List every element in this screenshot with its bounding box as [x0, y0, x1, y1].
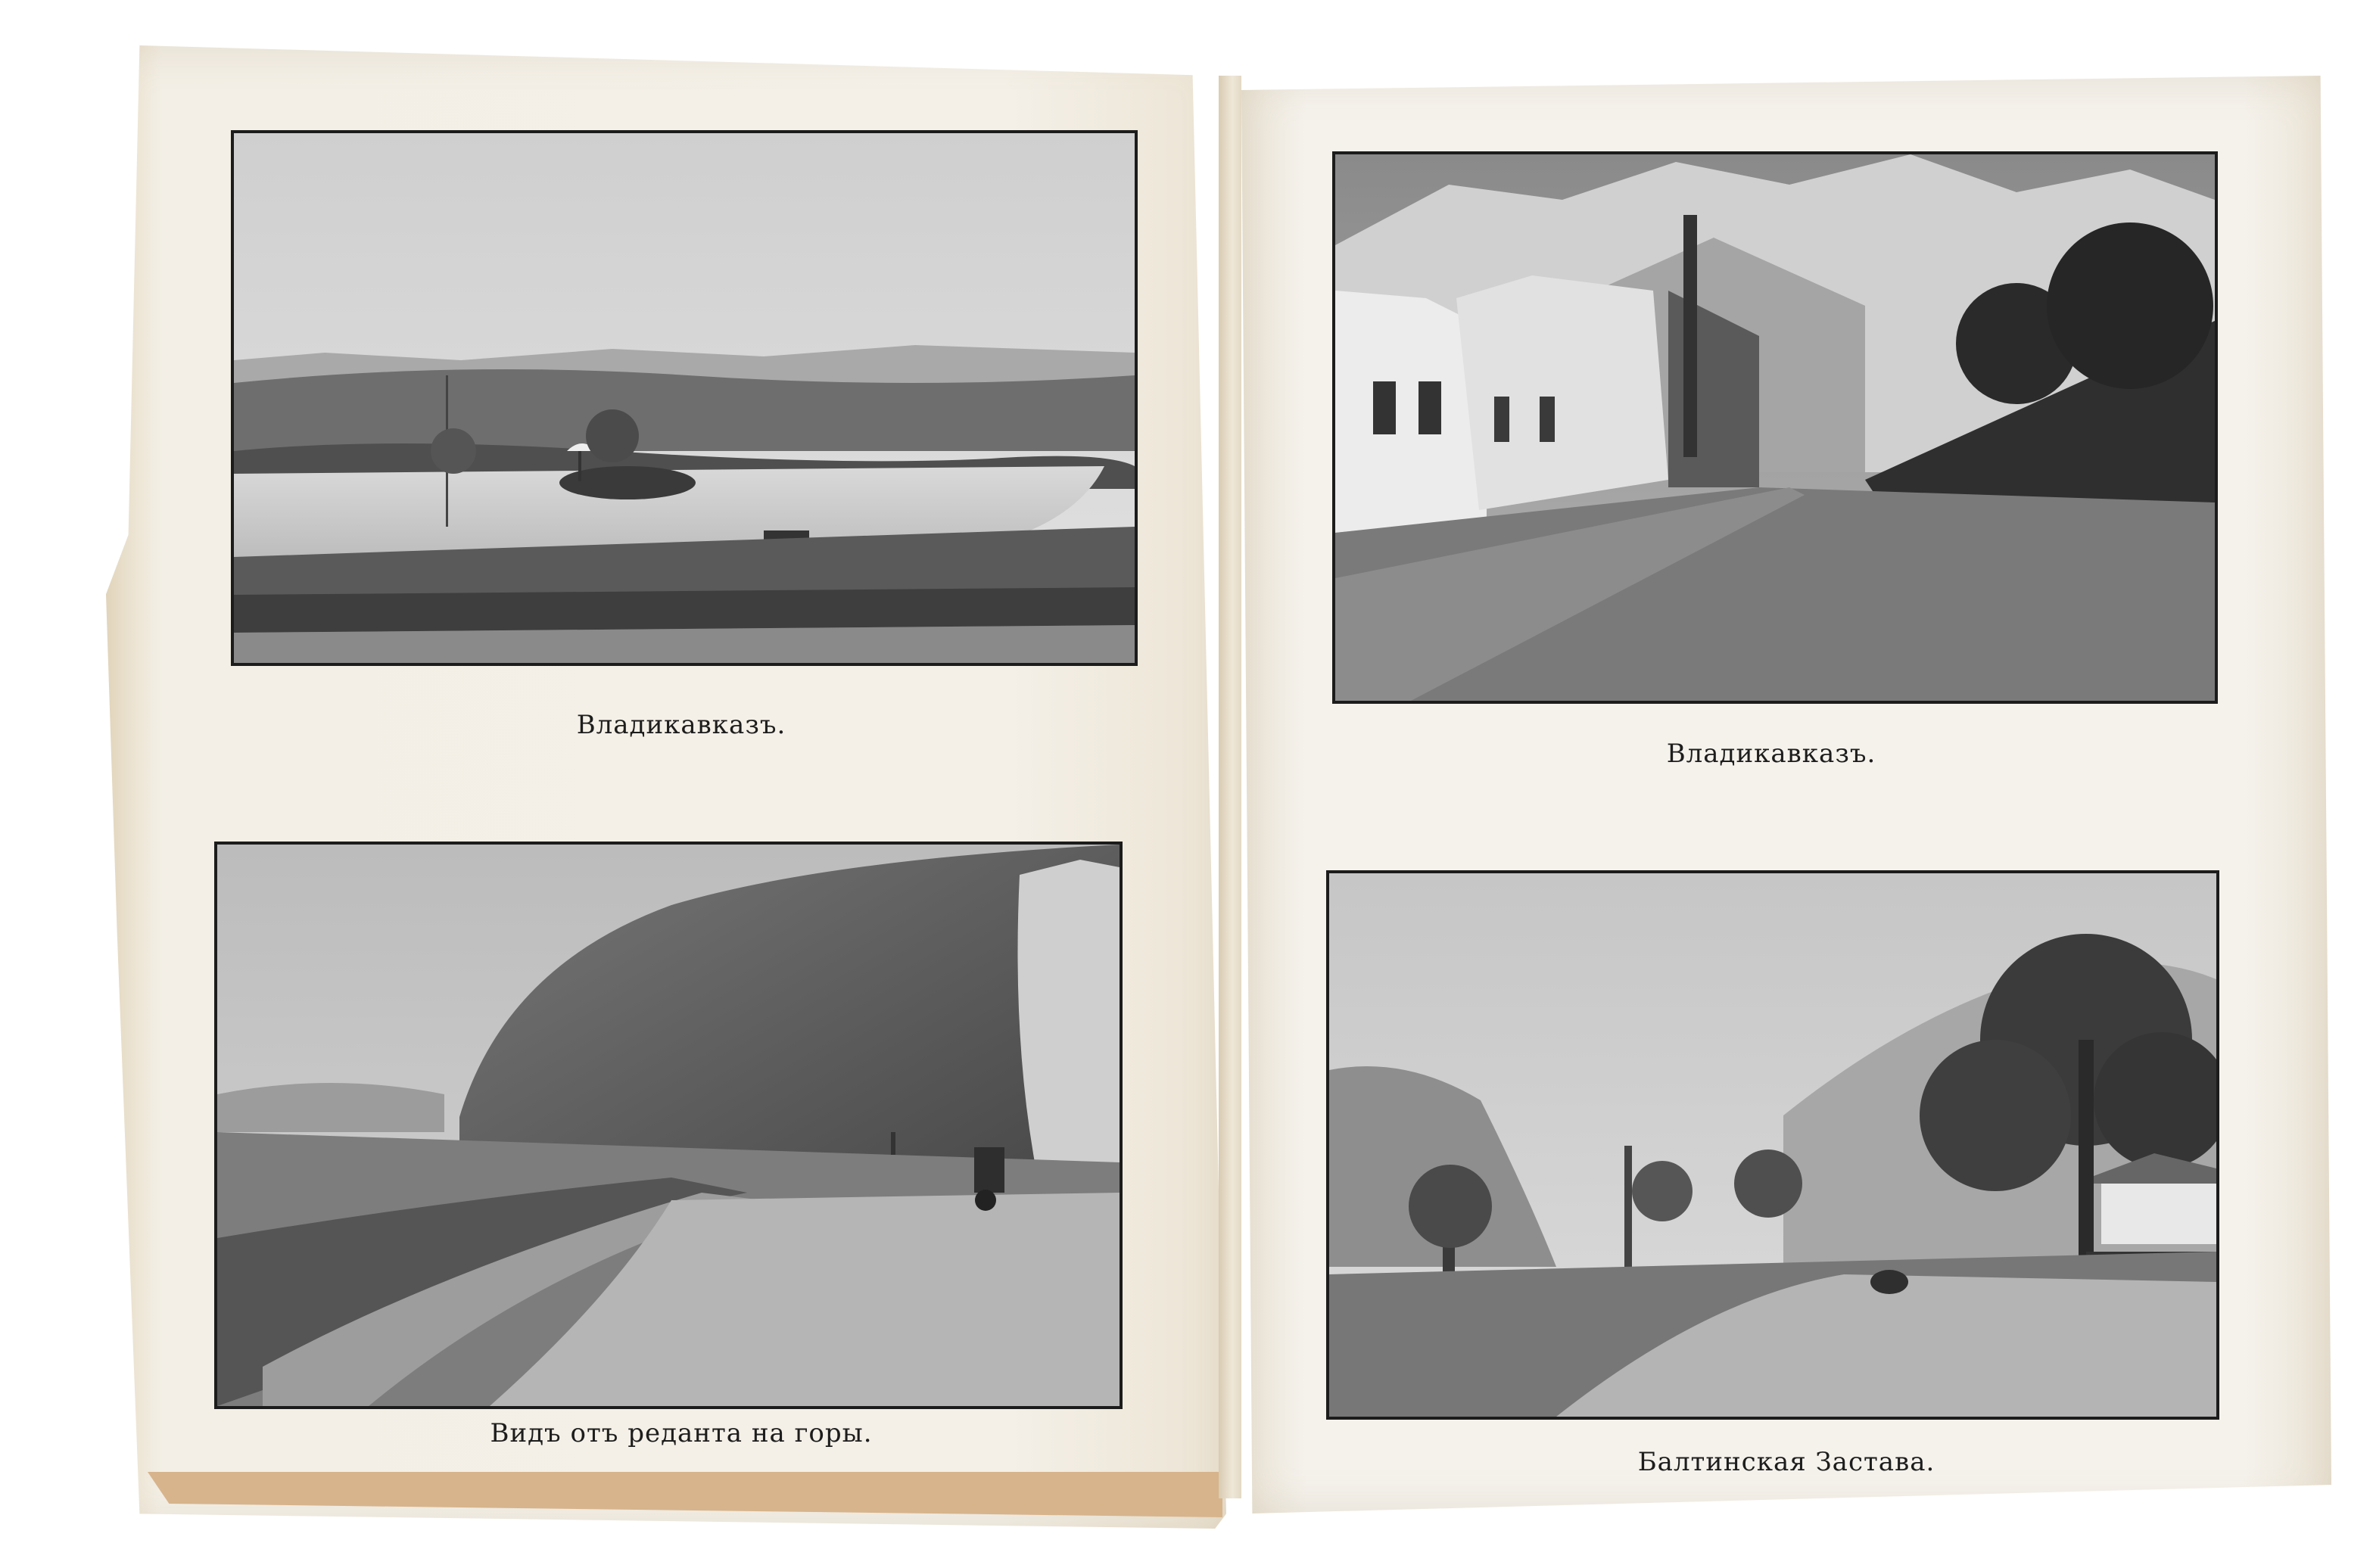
- caption-vladikavkaz-right: Владикавказъ.: [1666, 739, 1876, 769]
- book-spine: [1219, 76, 1241, 1498]
- pond-scene-illustration: [234, 133, 1135, 663]
- caption-vladikavkaz-left: Владикавказъ.: [576, 710, 786, 740]
- zastava-scene-illustration: [1329, 873, 2216, 1417]
- photo-vladikavkaz-pond: [231, 130, 1138, 666]
- mountain-road-illustration: [217, 845, 1120, 1406]
- street-scene-illustration: [1335, 154, 2215, 701]
- photo-vladikavkaz-street: [1332, 151, 2218, 704]
- photo-view-from-redan: [214, 842, 1123, 1409]
- caption-baltinskaya-zastava: Балтинская Застава.: [1637, 1447, 1935, 1477]
- caption-view-from-redan: Видъ отъ реданта на горы.: [490, 1418, 873, 1448]
- photo-baltinskaya-zastava: [1326, 870, 2219, 1420]
